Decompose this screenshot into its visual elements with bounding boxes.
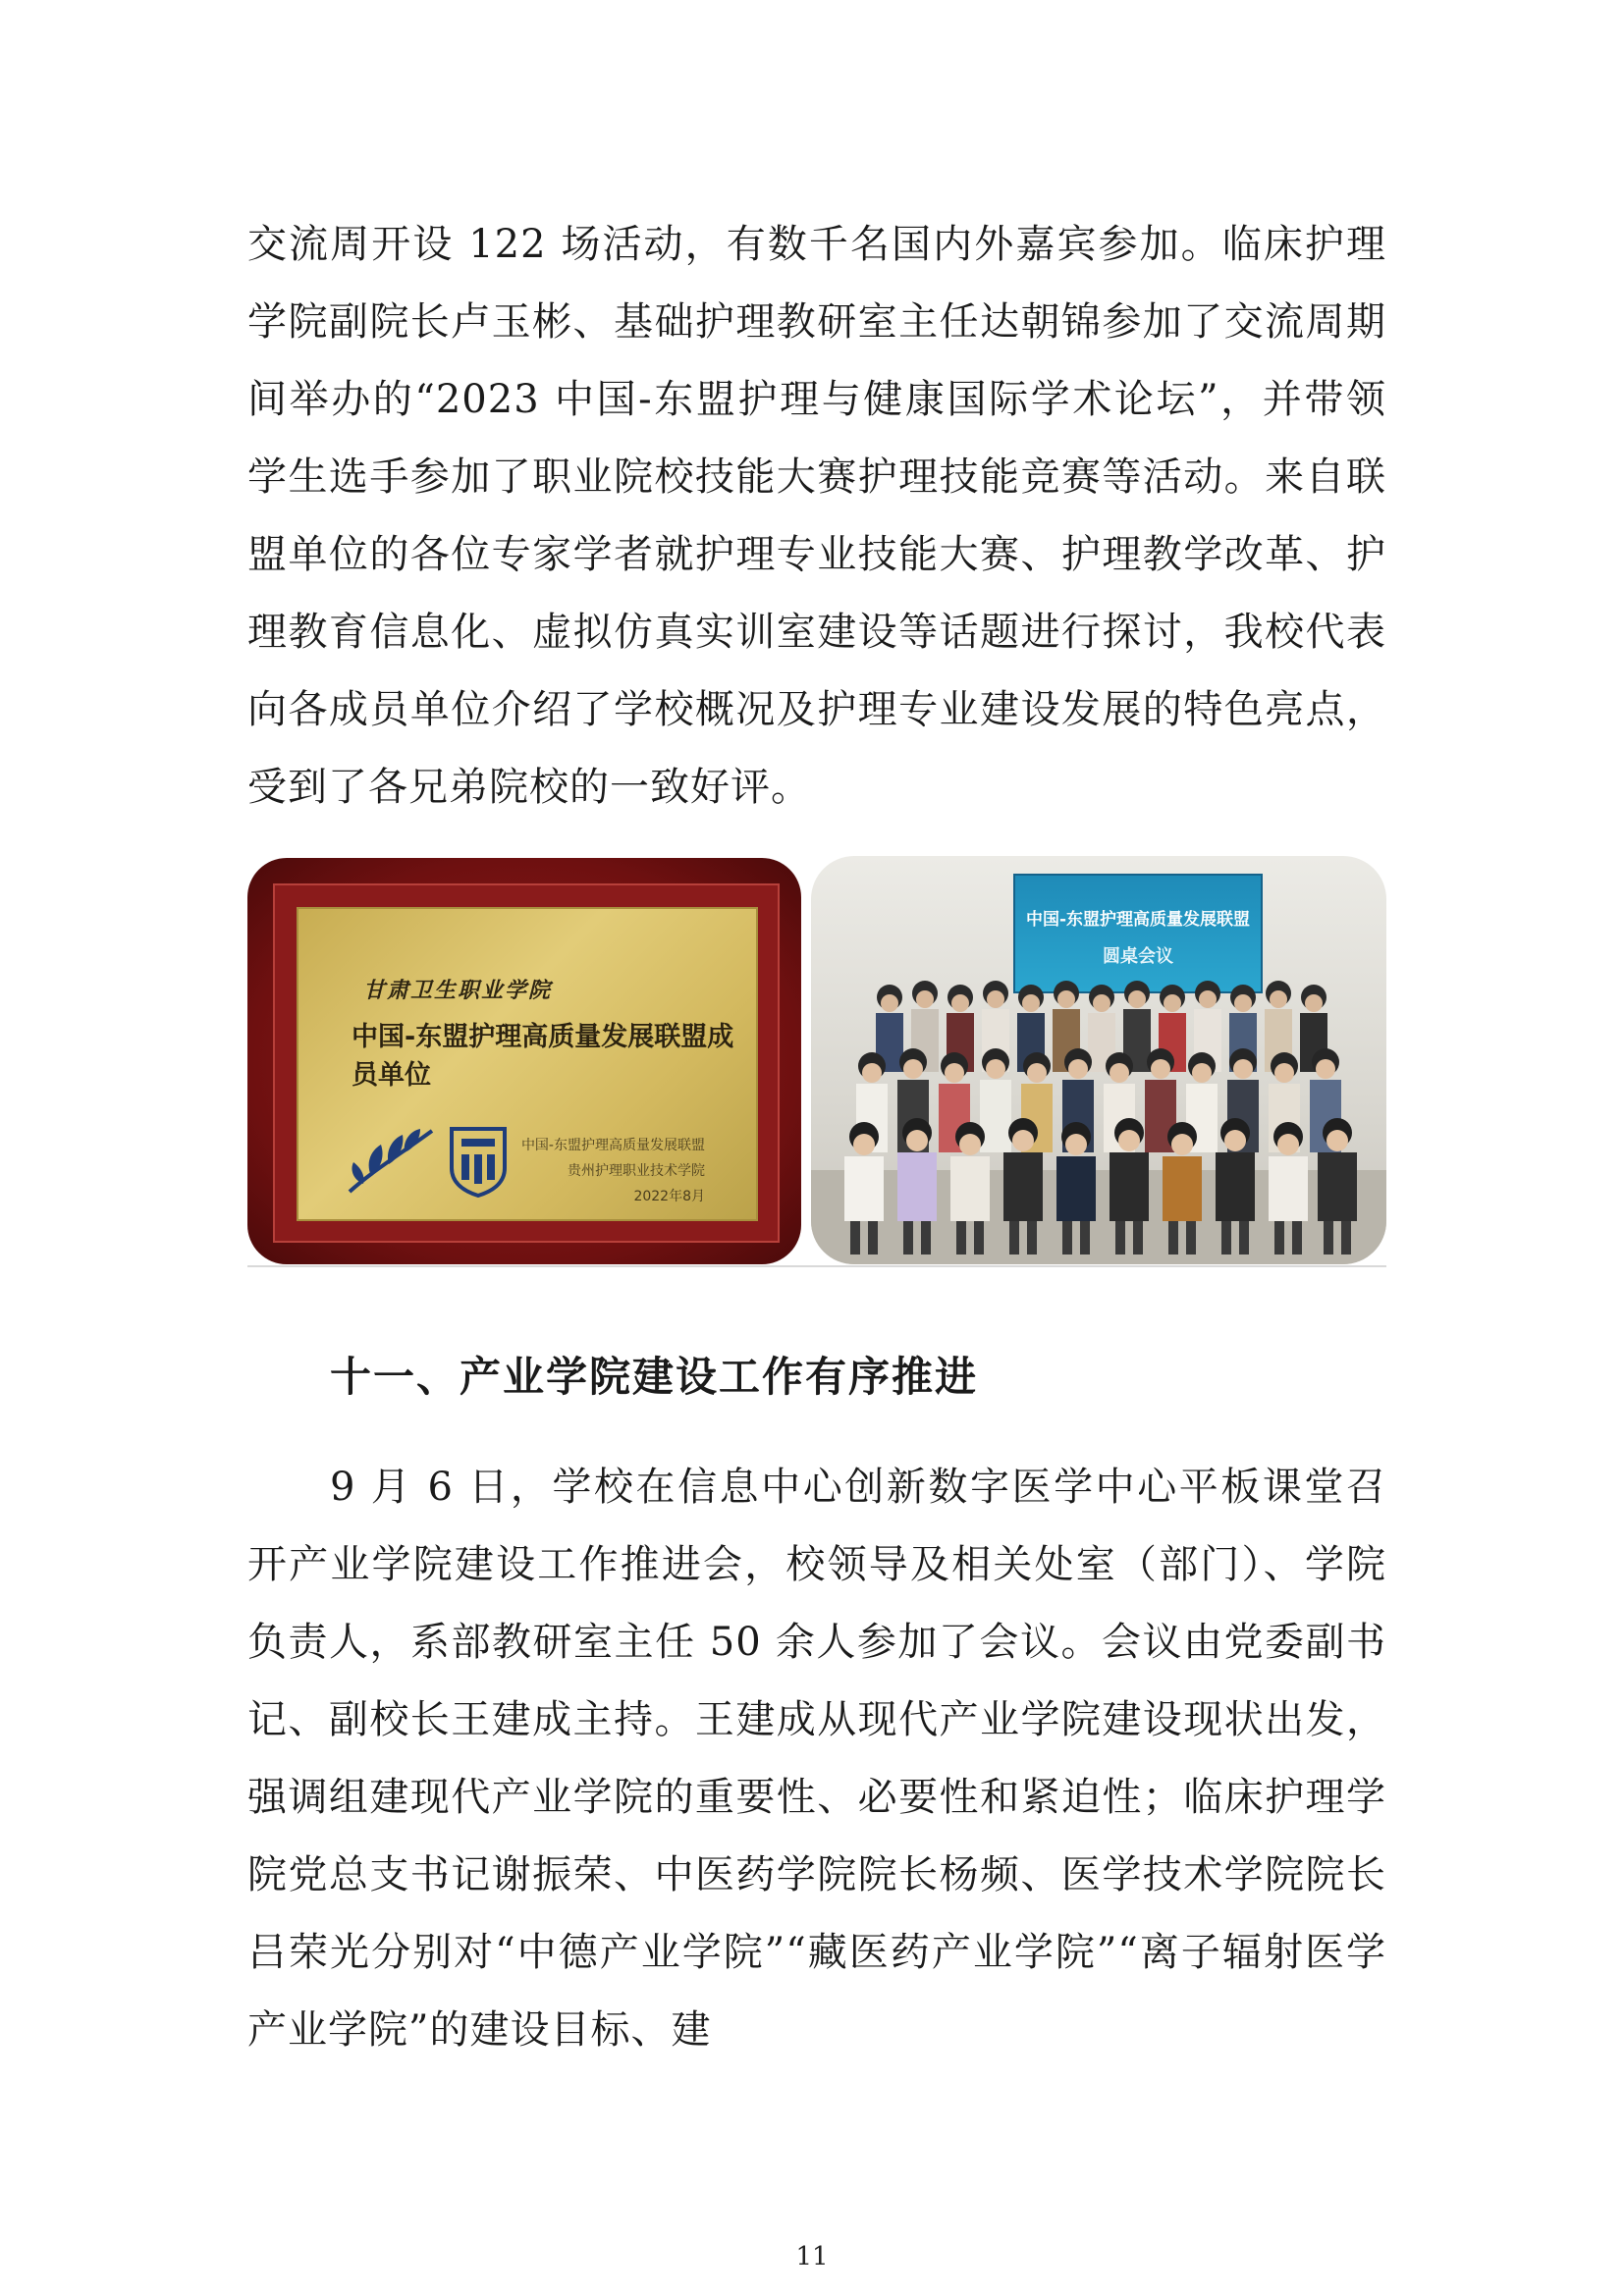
body-paragraph: 交流周开设 122 场活动，有数千名国内外嘉宾参加。临床护理学院副院长卢玉彬、基础护理教研室主任达朝锦参加了交流周期间举办的“2023 中国-东盟护理与健康国际学术论坛”，并带领学生选手参加了职业院校技能大赛护理技能竞赛等活动。来自联盟单位的各位专家学者就护理专业技能大赛、护理教学改革、护理教育信息化、虚拟仿真实训室建设等话题进行探讨，我校代表向各成员单位介绍了学校概况及护理专业建设发展的特色亮点，受到了各兄弟院校的一致好评。 — [247, 222, 1386, 810]
plaque-gold-panel — [297, 907, 758, 1221]
section-heading: 十一、产业学院建设工作有序推进 — [330, 1353, 979, 1401]
laurel-leaf-icon — [342, 1123, 440, 1201]
plaque-title: 中国-东盟护理高质量发展联盟成员单位 — [352, 1022, 734, 1091]
plaque-issuer-2: 贵州护理职业技术学院 — [568, 1163, 705, 1179]
group-of-people-image — [811, 964, 1386, 1264]
plaque-date: 2022年8月 — [633, 1189, 705, 1204]
school-emblem-icon — [448, 1125, 509, 1198]
plaque-board — [273, 883, 780, 1243]
page-number: 11 — [795, 2242, 829, 2271]
photo-divider — [247, 1265, 1386, 1267]
group-photo — [811, 856, 1386, 1264]
screen-title: 中国-东盟护理高质量发展联盟 — [1025, 910, 1251, 930]
screen-subtitle: 圆桌会议 — [1103, 946, 1173, 967]
plaque-school-name: 甘肃卫生职业学院 — [363, 978, 553, 1003]
body-paragraph: 9 月 6 日，学校在信息中心创新数字医学中心平板课堂召开产业学院建设工作推进会，校领导及相关处室（部门）、学院负责人，系部教研室主任 50 余人参加了会议。会议由党委副书记、副校长王建成主持。王建成从现代产业学院建设现状出发，强调组建现代产业学院的重要性、必要性和紧迫性；临床护理学院党总支书记谢振荣、中医药学院院长杨频、医学技术学院院长吕荣光分别对“中德产业学院”“藏医药产业学院”“离子辐射医学产业学院”的建设目标、建 — [247, 1465, 1386, 2053]
plaque-photo — [247, 858, 801, 1264]
plaque-issuer-1: 中国-东盟护理高质量发展联盟 — [520, 1138, 705, 1153]
photo-row — [247, 852, 1386, 1264]
